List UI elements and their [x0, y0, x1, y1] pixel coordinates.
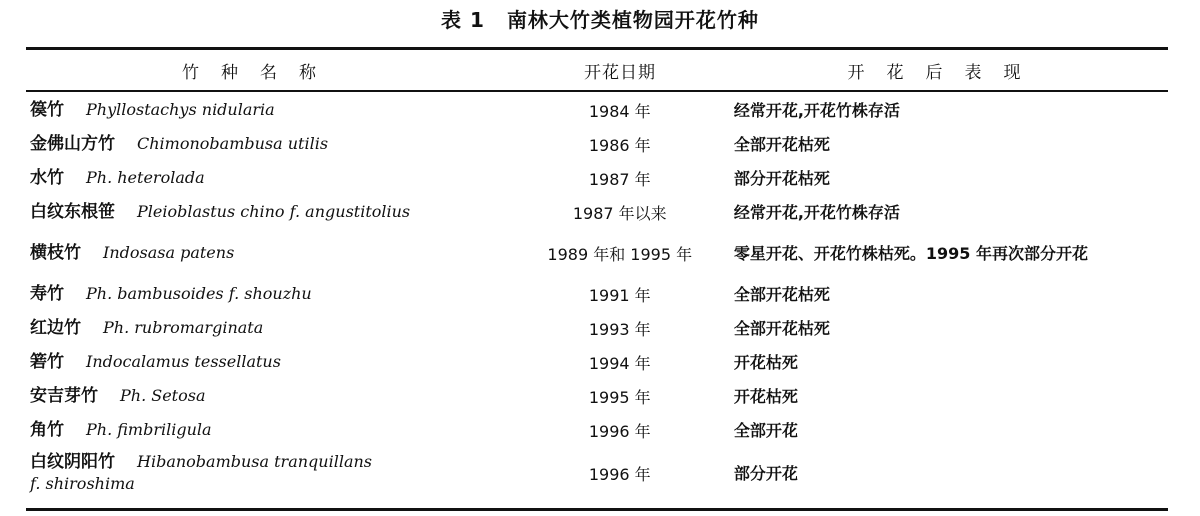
latin-name: Phyllostachys nidularia — [86, 100, 275, 119]
table-title: 南林大竹类植物园开花竹种 — [506, 8, 759, 32]
latin-name: Indocalamus tessellatus — [86, 352, 281, 371]
table-row — [30, 413, 1166, 447]
table-number: 表 1 — [441, 8, 485, 32]
table-row — [30, 277, 1166, 311]
header-flowering-date: 开花日期 — [584, 62, 656, 83]
latin-name: Indosasa patens — [103, 243, 235, 262]
chinese-name: 安吉芽竹 — [30, 386, 98, 406]
table-row — [30, 447, 1166, 499]
performance-cell: 零星开花、开花竹株枯死。1995 年再次部分开花 — [733, 243, 1088, 263]
table-row — [30, 195, 1166, 229]
bottom-rule — [26, 508, 1168, 511]
performance-cell: 全部开花枯死 — [733, 284, 830, 304]
species-cell — [30, 167, 516, 189]
performance-cell: 经常开花,开花竹株存活 — [733, 202, 900, 222]
table-caption — [0, 4, 1200, 33]
chinese-name: 水竹 — [30, 168, 64, 188]
table-body — [30, 93, 1166, 499]
table-row — [30, 311, 1166, 345]
chinese-name: 箬竹 — [30, 352, 64, 372]
species-cell — [30, 317, 516, 339]
chinese-name: 角竹 — [30, 420, 64, 440]
date-cell: 1996 年 — [588, 421, 651, 441]
date-cell: 1989 年和 1995 年 — [547, 244, 693, 264]
header-rule — [26, 90, 1168, 92]
performance-cell: 开花枯死 — [733, 386, 798, 406]
performance-cell: 全部开花 — [733, 420, 798, 440]
latin-name-continued: f. shiroshima — [30, 474, 135, 493]
date-cell: 1984 年 — [588, 101, 651, 121]
performance-cell: 经常开花,开花竹株存活 — [733, 100, 900, 120]
table-row — [30, 345, 1166, 379]
date-cell: 1993 年 — [588, 319, 651, 339]
latin-name: Ph. bambusoides f. shouzhu — [86, 284, 312, 303]
latin-name: Ph. heterolada — [86, 168, 205, 187]
species-cell — [30, 283, 516, 305]
date-cell: 1987 年 — [588, 169, 651, 189]
performance-cell: 部分开花 — [733, 463, 798, 483]
chinese-name: 红边竹 — [30, 318, 81, 338]
latin-name: Ph. Setosa — [120, 386, 206, 405]
species-cell — [30, 99, 516, 121]
performance-cell: 全部开花枯死 — [733, 134, 830, 154]
latin-name: Pleioblastus chino f. angustitolius — [137, 202, 411, 221]
species-cell — [30, 451, 516, 495]
date-cell: 1995 年 — [588, 387, 651, 407]
species-cell — [30, 385, 516, 407]
chinese-name: 白纹东根笹 — [30, 202, 115, 222]
date-cell: 1991 年 — [588, 285, 651, 305]
species-cell — [30, 242, 516, 264]
table-row — [30, 379, 1166, 413]
latin-name: Ph. fimbriligula — [86, 420, 212, 439]
chinese-name: 篌竹 — [30, 100, 64, 120]
date-cell: 1987 年以来 — [572, 203, 667, 223]
table-row — [30, 127, 1166, 161]
species-cell — [30, 419, 516, 441]
performance-cell: 全部开花枯死 — [733, 318, 830, 338]
performance-cell: 开花枯死 — [733, 352, 798, 372]
chinese-name: 横枝竹 — [30, 243, 81, 263]
chinese-name: 金佛山方竹 — [30, 134, 115, 154]
latin-name: Hibanobambusa tranquillans — [137, 452, 372, 471]
date-cell: 1996 年 — [588, 464, 651, 484]
chinese-name: 白纹阴阳竹 — [30, 452, 115, 472]
latin-name: Chimonobambusa utilis — [137, 134, 329, 153]
latin-name: Ph. rubromarginata — [103, 318, 264, 337]
species-cell — [30, 201, 516, 223]
chinese-name: 寿竹 — [30, 284, 64, 304]
species-cell — [30, 351, 516, 373]
date-cell: 1986 年 — [588, 135, 651, 155]
header-species-name: 竹种名称 — [182, 62, 338, 83]
species-cell — [30, 133, 516, 155]
table-row — [30, 161, 1166, 195]
table-row — [30, 93, 1166, 127]
table-row — [30, 229, 1166, 277]
date-cell: 1994 年 — [588, 353, 651, 373]
performance-cell: 部分开花枯死 — [733, 168, 830, 188]
header-post-flowering: 开花后表现 — [847, 62, 1043, 83]
